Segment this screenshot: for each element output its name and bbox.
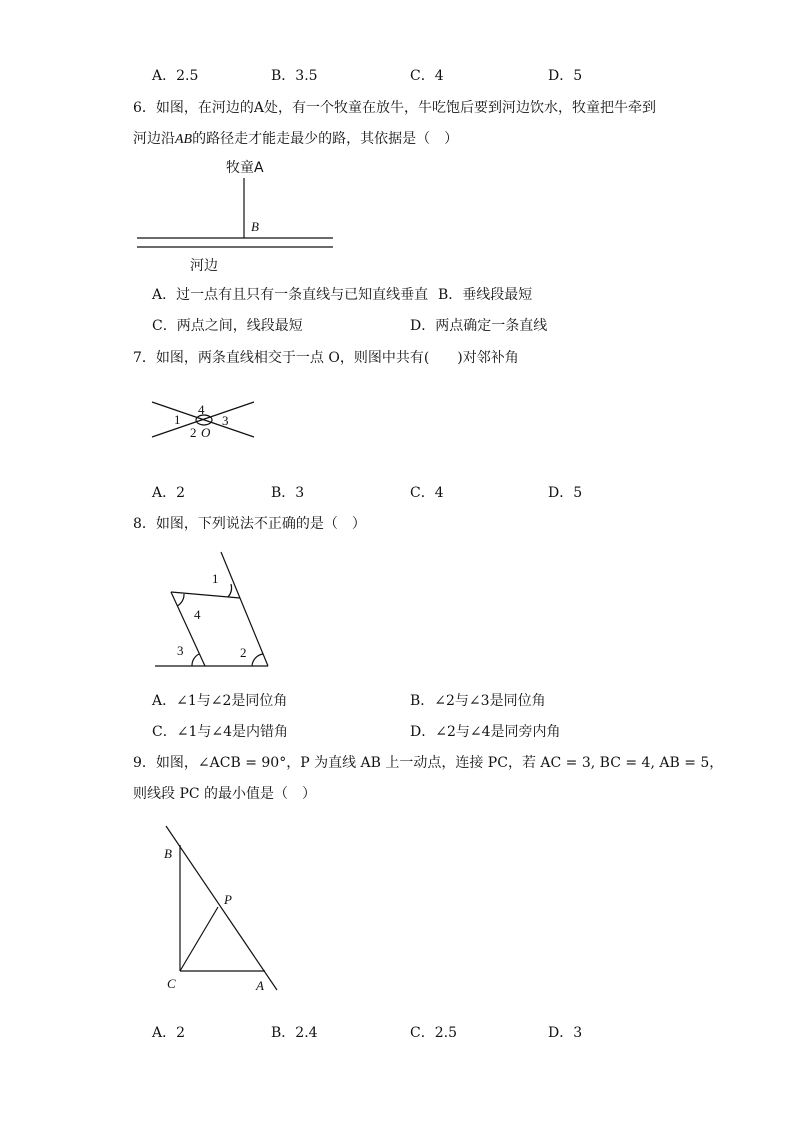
q8-label-angle-1: 1: [212, 571, 219, 586]
q5-option-d: D．5: [548, 68, 583, 84]
q8-label-angle-2: 2: [240, 645, 247, 660]
q6-option-a: A．过一点有且只有一条直线与已知直线垂直: [152, 287, 429, 303]
q8-option-d: D．∠2与∠4是同旁内角: [410, 724, 561, 740]
q7-label-angle-1: 1: [174, 412, 181, 427]
q9-label-b: B: [164, 846, 172, 861]
q9-label-a: A: [256, 978, 264, 993]
q6-option-b: B．垂线段最短: [438, 287, 533, 303]
q7-label-angle-4: 4: [198, 402, 205, 417]
q5-option-c: C．4: [410, 68, 444, 84]
q7-stem: 7．如图，两条直线相交于一点 O，则图中共有( )对邻补角: [133, 350, 519, 366]
q9-option-d: D．3: [548, 1025, 583, 1041]
q6-stem-line1: 6．如图，在河边的A处，有一个牧童在放牛，牛吃饱后要到河边饮水，牧童把牛牵到: [133, 100, 657, 116]
q6-option-c: C．两点之间，线段最短: [152, 318, 303, 334]
q7-option-d: D．5: [548, 485, 583, 501]
q7-option-c: C．4: [410, 485, 444, 501]
q8-option-c: C．∠1与∠4是内错角: [152, 724, 288, 740]
q9-option-c: C．2.5: [410, 1025, 457, 1041]
q5-option-a: A．2.5: [152, 68, 199, 84]
q8-option-b: B．∠2与∠3是同位角: [410, 693, 546, 709]
q9-option-b: B．2.4: [271, 1025, 318, 1041]
q9-option-a: A．2: [152, 1025, 186, 1041]
q8-option-a: A．∠1与∠2是同位角: [152, 693, 288, 709]
q9-stem-line2: 则线段 PC 的最小值是（ ）: [133, 786, 317, 802]
q6-label-herdboy-a: 牧童A: [226, 160, 264, 176]
q6-option-d: D．两点确定一条直线: [410, 318, 548, 334]
q8-label-angle-3: 3: [177, 643, 184, 658]
q6-stem-var-ab: AB: [175, 132, 193, 147]
q5-option-b: B．3.5: [271, 68, 318, 84]
q6-stem-line2-pre: 河边沿: [133, 131, 175, 147]
q7-option-a: A．2: [152, 485, 186, 501]
q9-label-p: P: [224, 892, 232, 907]
q8-stem: 8．如图，下列说法不正确的是（ ）: [133, 516, 366, 532]
q7-label-o: O: [201, 425, 211, 440]
q9-segment-pc: [180, 907, 218, 971]
q9-stem-line1: 9．如图，∠ACB = 90°，P 为直线 AB 上一动点，连接 PC，若 AC = 3, BC = 4, AB = 5，: [133, 755, 724, 771]
q7-label-angle-2: 2: [190, 425, 197, 440]
q6-stem-line2-post: 的路径走才能走最少的路，其依据是（ ）: [192, 131, 459, 147]
q6-label-b: B: [251, 219, 259, 234]
q9-label-c: C: [167, 976, 176, 991]
q8-label-angle-4: 4: [194, 607, 201, 622]
q7-label-angle-3: 3: [222, 413, 229, 428]
q6-label-river: 河边: [190, 258, 218, 274]
q7-option-b: B．3: [271, 485, 305, 501]
